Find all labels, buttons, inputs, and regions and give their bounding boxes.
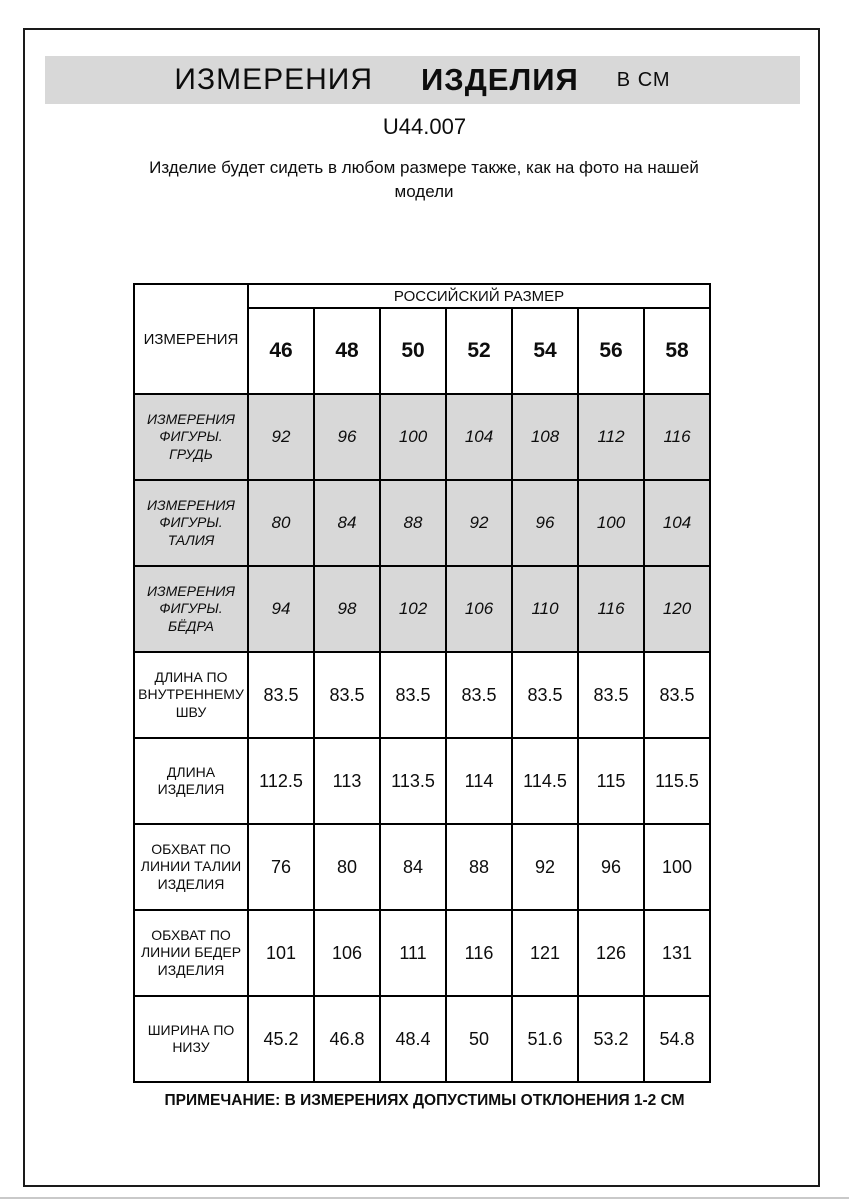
value-cell: 76 (248, 824, 314, 910)
row-label: ИЗМЕРЕНИЯ ФИГУРЫ. ГРУДЬ (134, 394, 248, 480)
title-product: ИЗДЕЛИЯ (421, 62, 579, 97)
value-cell: 92 (248, 394, 314, 480)
value-cell: 83.5 (248, 652, 314, 738)
value-cell: 112 (578, 394, 644, 480)
value-cell: 120 (644, 566, 710, 652)
value-cell: 121 (512, 910, 578, 996)
table-row (134, 996, 710, 1082)
size-col-48: 48 (314, 308, 380, 394)
value-cell: 100 (644, 824, 710, 910)
value-cell: 50 (446, 996, 512, 1082)
footer-note: ПРИМЕЧАНИЕ: В ИЗМЕРЕНИЯХ ДОПУСТИМЫ ОТКЛОНЕНИЯ 1-2 СМ (164, 1092, 685, 1109)
value-cell: 116 (446, 910, 512, 996)
table-row (134, 652, 710, 738)
value-cell: 94 (248, 566, 314, 652)
value-cell: 108 (512, 394, 578, 480)
value-cell: 84 (314, 480, 380, 566)
size-col-58: 58 (644, 308, 710, 394)
value-cell: 80 (248, 480, 314, 566)
value-cell: 114.5 (512, 738, 578, 824)
value-cell: 112.5 (248, 738, 314, 824)
value-cell: 131 (644, 910, 710, 996)
bottom-scan-line (0, 1197, 849, 1199)
value-cell: 101 (248, 910, 314, 996)
corner-cell: ИЗМЕРЕНИЯ (134, 284, 248, 394)
value-cell: 96 (512, 480, 578, 566)
value-cell: 83.5 (512, 652, 578, 738)
value-cell: 106 (314, 910, 380, 996)
value-cell: 51.6 (512, 996, 578, 1082)
row-label: ИЗМЕРЕНИЯ ФИГУРЫ. ТАЛИЯ (134, 480, 248, 566)
size-col-50: 50 (380, 308, 446, 394)
value-cell: 113 (314, 738, 380, 824)
value-cell: 113.5 (380, 738, 446, 824)
row-label: ОБХВАТ ПО ЛИНИИ БЕДЕР ИЗДЕЛИЯ (134, 910, 248, 996)
value-cell: 114 (446, 738, 512, 824)
value-cell: 53.2 (578, 996, 644, 1082)
size-table (133, 283, 711, 1083)
table-row (134, 910, 710, 996)
value-cell: 83.5 (578, 652, 644, 738)
size-col-54: 54 (512, 308, 578, 394)
value-cell: 100 (578, 480, 644, 566)
table-row (134, 738, 710, 824)
value-cell: 54.8 (644, 996, 710, 1082)
value-cell: 88 (380, 480, 446, 566)
title-measurements: ИЗМЕРЕНИЯ (174, 63, 374, 96)
value-cell: 111 (380, 910, 446, 996)
value-cell: 96 (314, 394, 380, 480)
table-row (134, 480, 710, 566)
value-cell: 116 (578, 566, 644, 652)
group-header-row (134, 284, 710, 308)
value-cell: 80 (314, 824, 380, 910)
value-cell: 116 (644, 394, 710, 480)
size-col-46: 46 (248, 308, 314, 394)
value-cell: 83.5 (380, 652, 446, 738)
value-cell: 115 (578, 738, 644, 824)
product-code: U44.007 (382, 114, 467, 139)
value-cell: 100 (380, 394, 446, 480)
value-cell: 98 (314, 566, 380, 652)
product-description: Изделие будет сидеть в любом размере также, как на фото на нашей модели (149, 158, 699, 201)
size-table-body (134, 394, 710, 1082)
size-table-head (134, 284, 710, 394)
value-cell: 92 (446, 480, 512, 566)
value-cell: 48.4 (380, 996, 446, 1082)
row-label: ДЛИНА ИЗДЕЛИЯ (134, 738, 248, 824)
title-units: В СМ (616, 68, 671, 91)
group-header-cell: РОССИЙСКИЙ РАЗМЕР (248, 284, 710, 308)
table-row (134, 566, 710, 652)
table-row (134, 824, 710, 910)
value-cell: 92 (512, 824, 578, 910)
row-label: ОБХВАТ ПО ЛИНИИ ТАЛИИ ИЗДЕЛИЯ (134, 824, 248, 910)
value-cell: 83.5 (314, 652, 380, 738)
title-band (45, 56, 800, 104)
value-cell: 88 (446, 824, 512, 910)
value-cell: 102 (380, 566, 446, 652)
value-cell: 83.5 (644, 652, 710, 738)
row-label: ШИРИНА ПО НИЗУ (134, 996, 248, 1082)
value-cell: 106 (446, 566, 512, 652)
value-cell: 84 (380, 824, 446, 910)
value-cell: 126 (578, 910, 644, 996)
size-col-56: 56 (578, 308, 644, 394)
value-cell: 83.5 (446, 652, 512, 738)
row-label: ИЗМЕРЕНИЯ ФИГУРЫ. БЁДРА (134, 566, 248, 652)
table-row (134, 394, 710, 480)
row-label: ДЛИНА ПО ВНУТРЕННЕМУ ШВУ (134, 652, 248, 738)
value-cell: 110 (512, 566, 578, 652)
value-cell: 115.5 (644, 738, 710, 824)
value-cell: 104 (644, 480, 710, 566)
value-cell: 96 (578, 824, 644, 910)
value-cell: 104 (446, 394, 512, 480)
size-col-52: 52 (446, 308, 512, 394)
value-cell: 46.8 (314, 996, 380, 1082)
value-cell: 45.2 (248, 996, 314, 1082)
